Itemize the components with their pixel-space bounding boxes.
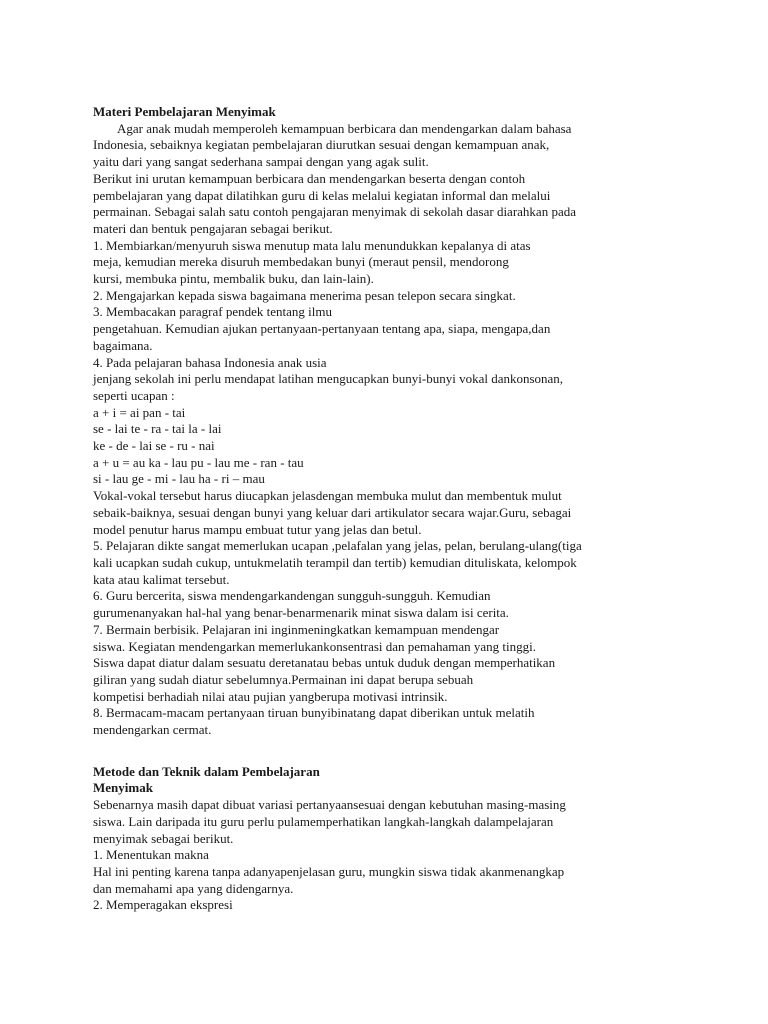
paragraph-line: Hal ini penting karena tanpa adanyapenjelasan guru, mungkin siswa tidak akanmenangkap — [93, 863, 565, 879]
section-spacer — [93, 739, 693, 764]
list-item-line: jenjang sekolah ini perlu mendapat latihan mengucapkan bunyi-bunyi vokal dankonsonan, — [93, 371, 564, 387]
paragraph-line: Vokal-vokal tersebut harus diucapkan jelasdengan membuka mulut dan membentuk mulut — [93, 488, 562, 504]
list-item-line: kata atau kalimat tersebut. — [93, 571, 230, 587]
list-item-line: 2. Mengajarkan kepada siswa bagaimana menerima pesan telepon secara singkat. — [93, 287, 516, 303]
example-line: ke - de - lai se - ru - nai — [93, 438, 215, 454]
list-item-line: 8. Bermacam-macam pertanyaan tiruan bunyibinatang dapat diberikan untuk melatih — [93, 705, 535, 721]
list-item-line: 4. Pada pelajaran bahasa Indonesia anak usia — [93, 354, 327, 370]
paragraph-line: materi dan bentuk pengajaran sebagai berikut. — [93, 220, 333, 236]
paragraph-line: pembelajaran yang dapat dilatihkan guru di kelas melalui kegiatan informal dan melalui — [93, 187, 551, 203]
list-item-line: kali ucapkan sudah cukup, untukmelatih terampil dan tertib) kemudian dituliskata, kelompok — [93, 554, 577, 570]
example-line: a + u = au ka - lau pu - lau me - ran - tau — [93, 454, 304, 470]
list-item-line: kursi, membuka pintu, membalik buku, dan lain-lain). — [93, 271, 374, 287]
paragraph-line: yaitu dari yang sangat sederhana sampai dengan yang agak sulit. — [93, 154, 429, 170]
list-item-line: mendengarkan cermat. — [93, 722, 212, 738]
list-item-line: kompetisi berhadiah nilai atau pujian yangberupa motivasi intrinsik. — [93, 688, 448, 704]
paragraph-line: siswa. Lain daripada itu guru perlu pulamemperhatikan langkah-langkah dalampelajaran — [93, 813, 554, 829]
list-item-line: 5. Pelajaran dikte sangat memerlukan ucapan ,pelafalan yang jelas, pelan, berulang-ulang(tiga — [93, 538, 582, 554]
section-metode-text — [93, 797, 693, 914]
list-item-line: 3. Membacakan paragraf pendek tentang ilmu — [93, 304, 332, 320]
paragraph-line: Sebenarnya masih dapat dibuat variasi pertanyaansesuai dengan kebutuhan masing-masing — [93, 797, 566, 813]
section-title-metode-cont: Menyimak — [93, 780, 153, 796]
paragraph-line: Indonesia, sebaiknya kegiatan pembelajaran diurutkan sesuai dengan kemampuan anak, — [93, 137, 550, 153]
section-materi-text — [93, 121, 693, 739]
section-title-materi: Materi Pembelajaran Menyimak — [93, 104, 276, 119]
list-item-line: 6. Guru bercerita, siswa mendengarkandengan sungguh-sungguh. Kemudian — [93, 588, 491, 604]
paragraph-line: menyimak sebagai berikut. — [93, 830, 234, 846]
list-item-line: meja, kemudian mereka disuruh membedakan bunyi (meraut pensil, mendorong — [93, 254, 509, 270]
paragraph-line: Berikut ini urutan kemampuan berbicara dan mendengarkan beserta dengan contoh — [93, 170, 526, 186]
paragraph-line: permainan. Sebagai salah satu contoh pengajaran menyimak di sekolah dasar diarahkan pada — [93, 204, 576, 220]
paragraph-line: Agar anak mudah memperoleh kemampuan berbicara dan mendengarkan dalam bahasa — [117, 120, 572, 136]
list-item-line: 7. Bermain berbisik. Pelajaran ini inginmeningkatkan kemampuan mendengar — [93, 621, 500, 637]
list-item-line: Siswa dapat diatur dalam sesuatu deretanatau bebas untuk duduk dengan memperhatikan — [93, 655, 556, 671]
list-item-line: 1. Membiarkan/menyuruh siswa menutup mata lalu menundukkan kepalanya di atas — [93, 237, 531, 253]
document-body — [93, 104, 693, 914]
list-item-line: bagaimana. — [93, 337, 153, 353]
paragraph-line: model penutur harus mampu embuat tutur yang jelas dan betul. — [93, 521, 422, 537]
paragraph-line: dan memahami apa yang didengarnya. — [93, 880, 294, 896]
list-item-line: giliran yang sudah diatur sebelumnya.Permainan ini dapat berupa sebuah — [93, 671, 474, 687]
section-title-metode: Metode dan Teknik dalam Pembelajaran — [93, 763, 320, 779]
paragraph-line: sebaik-baiknya, sesuai dengan bunyi yang keluar dari artikulator secara wajar.Guru, sebagai — [93, 504, 572, 520]
list-item-line: 1. Menentukan makna — [93, 847, 209, 863]
list-item-line: seperti ucapan : — [93, 387, 175, 403]
list-item-line: siswa. Kegiatan mendengarkan memerlukankonsentrasi dan pemahaman yang tinggi. — [93, 638, 536, 654]
list-item-line: 2. Memperagakan ekspresi — [93, 897, 233, 913]
list-item-line: pengetahuan. Kemudian ajukan pertanyaan-pertanyaan tentang apa, siapa, mengapa,dan — [93, 321, 551, 337]
list-item-line: gurumenanyakan hal-hal yang benar-benarmenarik minat siswa dalam isi cerita. — [93, 605, 509, 621]
example-line: si - lau ge - mi - lau ha - ri – mau — [93, 471, 265, 487]
example-line: se - lai te - ra - tai la - lai — [93, 421, 222, 437]
example-line: a + i = ai pan - tai — [93, 404, 186, 420]
